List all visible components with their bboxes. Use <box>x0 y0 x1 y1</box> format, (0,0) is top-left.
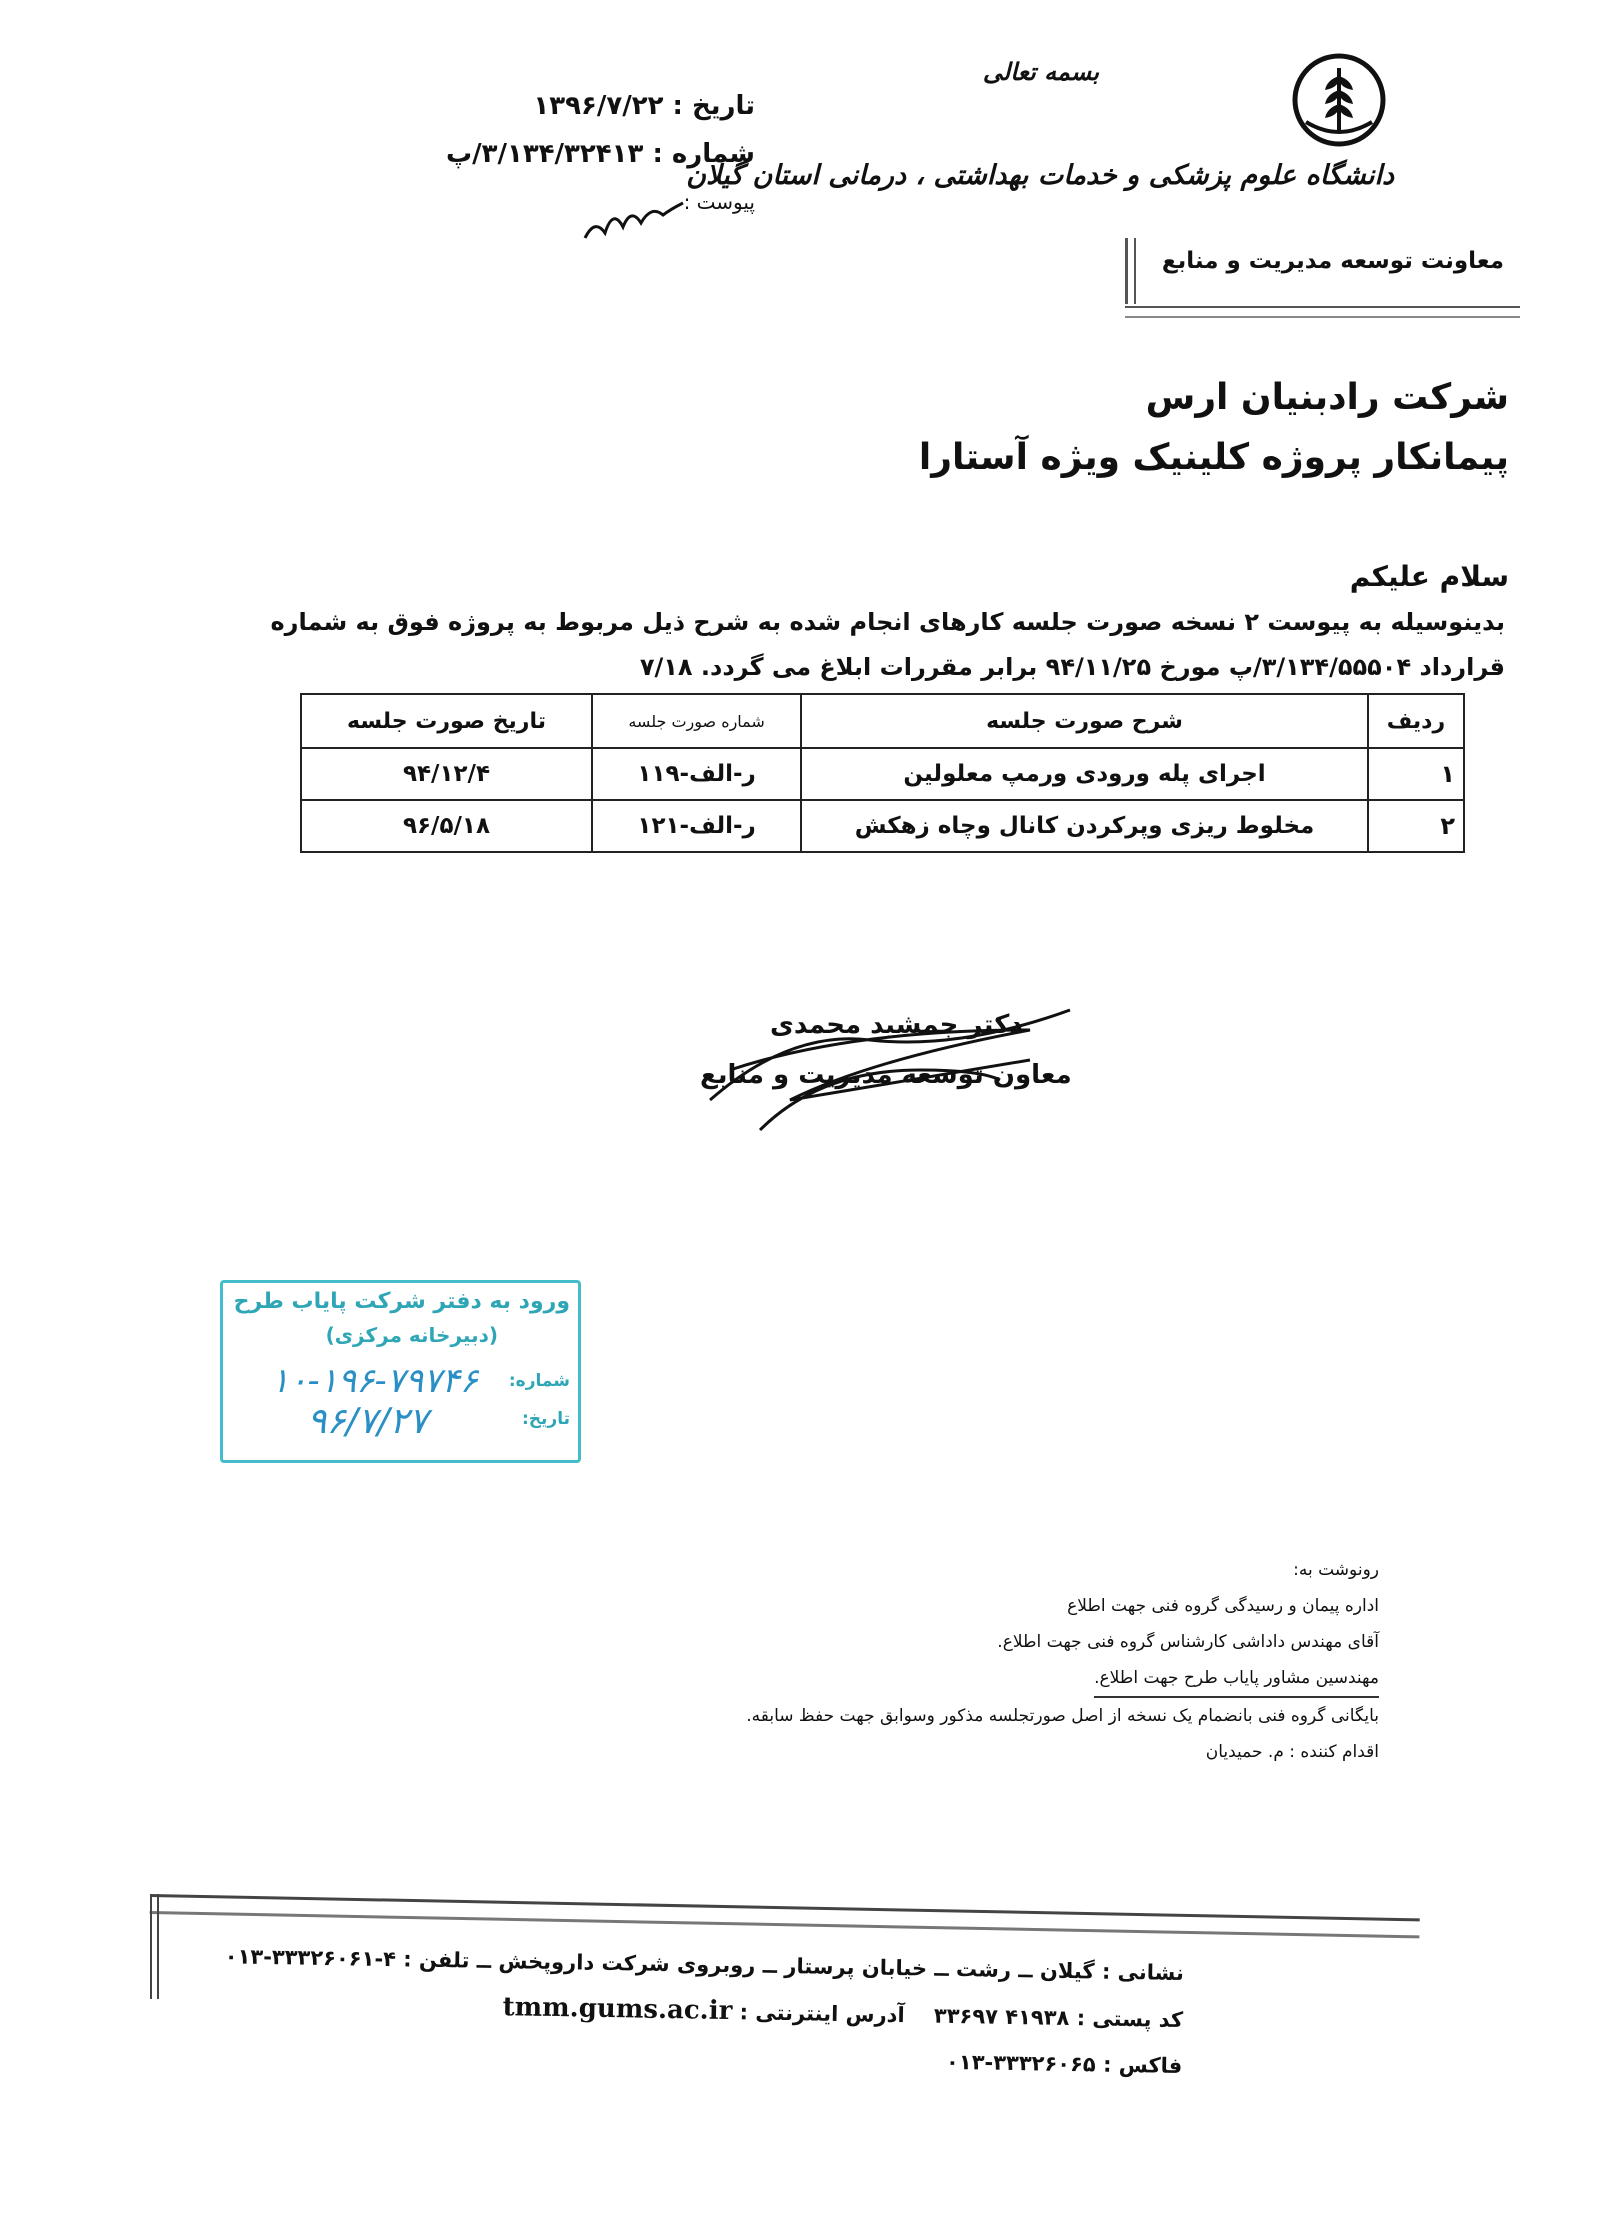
cc-item: بایگانی گروه فنی بانضمام یک نسخه از اصل صورتجلسه مذکور وسوابق جهت حفظ سابقه. <box>746 1706 1379 1726</box>
col-date-header: تاریخ صورت جلسه <box>301 694 592 748</box>
footer-fax: فاکس : ۳۳۳۲۶۰۶۵-۰۱۳ <box>945 2049 1183 2078</box>
row-minutes-number: ر-الف-۱۱۹ <box>592 748 801 800</box>
col-number-header: شماره صورت جلسه <box>592 694 801 748</box>
footer-rule-vertical <box>150 1894 159 1999</box>
stamp-date-label: تاریخ: <box>522 1409 570 1429</box>
col-description-header: شرح صورت جلسه <box>801 694 1368 748</box>
stamp-date-value: ۹۶/۷/۲۷ <box>307 1401 428 1442</box>
body-line-1: بدینوسیله به پیوست ۲ نسخه صورت جلسه کارهای انجام شده به شرح ذیل مربوط به پروژه فوق به شماره <box>270 608 1505 636</box>
basmala: بسمه تعالی <box>982 58 1099 86</box>
number-label: شماره : <box>652 139 755 169</box>
number-value: ۳/۱۳۴/۳۲۴۱۳/پ <box>445 139 644 169</box>
number-row <box>445 130 755 178</box>
reception-stamp <box>220 1280 581 1463</box>
initials-scribble-icon <box>580 190 690 250</box>
col-row-header: ردیف <box>1368 694 1464 748</box>
signatory-title: معاون توسعه مدیریت و منابع <box>700 1060 1072 1090</box>
body-paragraph <box>270 600 1505 690</box>
footer-website[interactable]: tmm.gums.ac.ir <box>502 1992 733 2027</box>
cc-item: مهندسین مشاور پایاب طرح جهت اطلاع. <box>1094 1660 1379 1698</box>
row-minutes-number: ر-الف-۱۲۱ <box>592 800 801 852</box>
footer-rule <box>150 1894 1420 1938</box>
stamp-subtitle: (دبیرخانه مرکزی) <box>325 1323 498 1347</box>
row-number: ۱ <box>1368 748 1464 800</box>
stamp-title: ورود به دفتر شرکت پایاب طرح <box>233 1289 570 1314</box>
cc-action: اقدام کننده : م. حمیدیان <box>1205 1742 1379 1762</box>
signatory-name: دکتر جمشید محمدی <box>770 1010 1023 1040</box>
date-row <box>455 82 755 130</box>
attachment-label: پیوست : <box>683 190 755 214</box>
footer <box>222 1933 1184 2089</box>
minutes-table <box>300 693 1465 853</box>
recipient-company: شرکت رادبنیان ارس <box>1145 377 1509 418</box>
recipient <box>919 368 1509 488</box>
body-line-2: قرارداد ۳/۱۳۴/۵۵۵۰۴/پ مورخ ۹۴/۱۱/۲۵ برابر مقررات ابلاغ می گردد. ۷/۱۸ <box>639 653 1505 681</box>
university-logo-icon <box>1284 50 1394 150</box>
cc-item: اداره پیمان و رسیدگی گروه فنی جهت اطلاع <box>1067 1596 1379 1616</box>
row-description: اجرای پله ورودی ورمپ معلولین <box>801 748 1368 800</box>
footer-postal: ۴۱۹۳۸ ۳۳۶۹۷ <box>933 2003 1070 2031</box>
row-minutes-date: ۹۴/۱۲/۴ <box>301 748 592 800</box>
department-name: معاونت توسعه مدیریت و منابع <box>1161 248 1504 274</box>
cc-item: آقای مهندس داداشی کارشناس گروه فنی جهت اطلاع. <box>997 1632 1379 1652</box>
table-row <box>301 800 1464 852</box>
row-minutes-date: ۹۶/۵/۱۸ <box>301 800 592 852</box>
date-value: ۱۳۹۶/۷/۲۲ <box>533 91 664 121</box>
handwritten-signature-icon <box>690 990 1110 1150</box>
row-description: مخلوط ریزی وپرکردن کانال وچاه زهکش <box>801 800 1368 852</box>
footer-postal-label: کد پستی : <box>1076 2006 1183 2032</box>
greeting: سلام علیکم <box>1349 560 1509 593</box>
cc-list <box>746 1552 1379 1770</box>
cc-title: رونوشت به: <box>1293 1560 1379 1580</box>
table-header-row <box>301 694 1464 748</box>
date-label: تاریخ : <box>672 91 755 121</box>
recipient-role: پیمانکار پروژه کلینیک ویژه آستارا <box>918 437 1509 478</box>
stamp-number-label: شماره: <box>508 1371 570 1391</box>
table-row <box>301 748 1464 800</box>
row-number: ۲ <box>1368 800 1464 852</box>
footer-address: نشانی : گیلان ــ رشت ــ خیابان پرستار ــ روبروی شرکت داروپخش ــ تلفن : ۴-۳۳۳۲۶۰۶۱-۰۱۳ <box>224 1944 1184 1985</box>
footer-web-label: آدرس اینترنتی : <box>739 2000 905 2028</box>
stamp-number-value: ۱۰-۱۹۶-۷۹۷۴۶ <box>270 1361 478 1401</box>
university-name: دانشگاه علوم پزشکی و خدمات بهداشتی ، درمانی استان گیلان <box>686 160 1394 191</box>
